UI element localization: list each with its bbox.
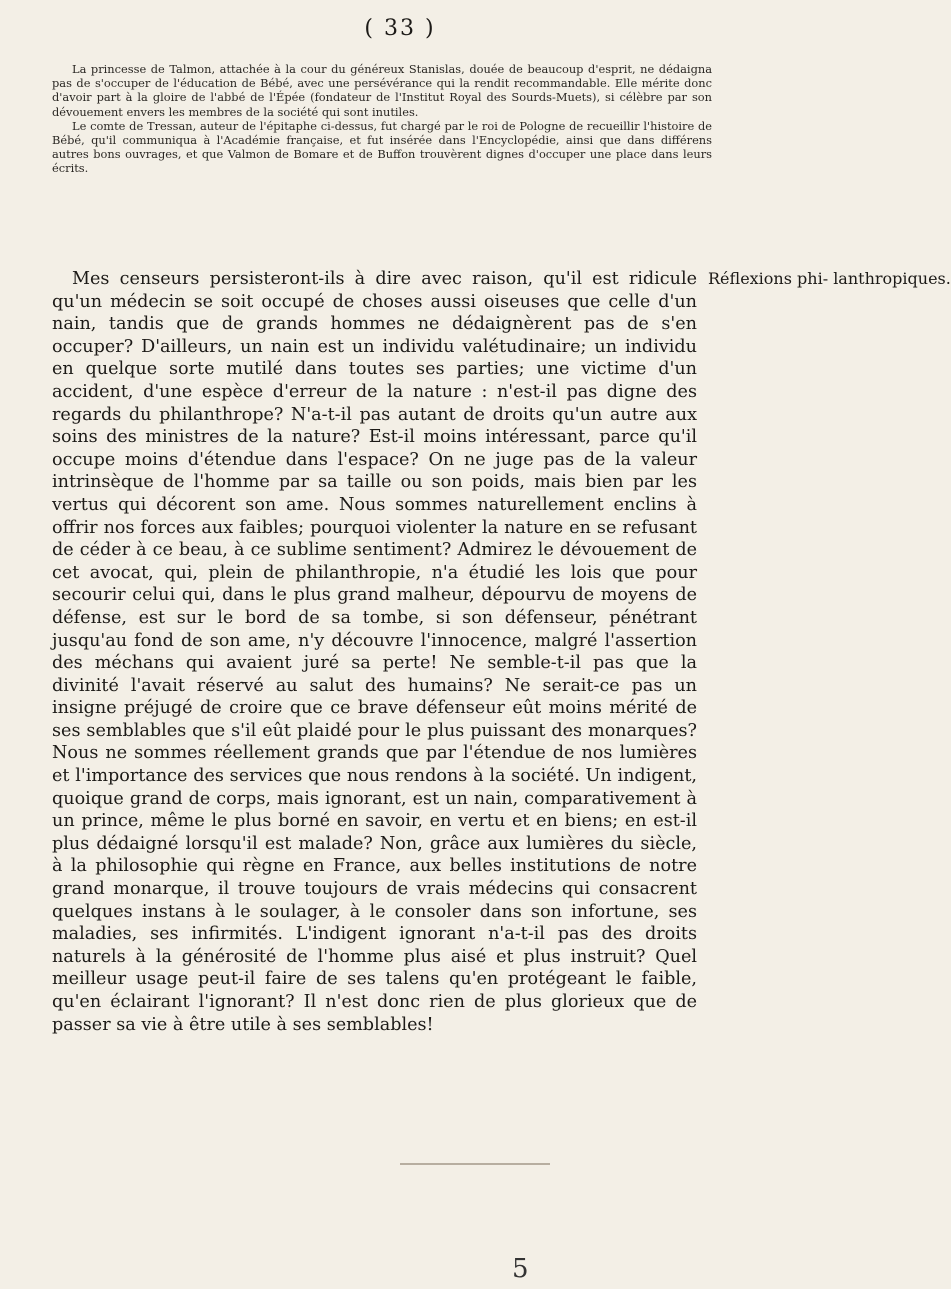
footnote-block <box>52 62 712 176</box>
main-paragraph: Mes censeurs persisteront-ils à dire avec raison, qu'il est ridicule qu'un médecin se soit occupé de choses aussi oiseuses que celle d'un nain, tandis que de grands hommes ne dédaignèrent pas de s'en occuper? D'ailleurs, un nain est un individu valétudinaire; un individu en quelque sorte mutilé dans toutes ses parties; une victime d'un accident, d'une espèce d'erreur de la nature : n'est-il pas digne des regards du philanthrope? N'a-t-il pas autant de droits qu'un autre aux soins des ministres de la nature? Est-il moins intéressant, parce qu'il occupe moins d'étendue dans l'espace? On ne juge pas de la valeur intrinsèque de l'homme par sa taille ou son poids, mais bien par les vertus qui décorent son ame. Nous sommes naturellement enclins à offrir nos forces aux faibles; pourquoi violenter la nature en se refusant de céder à ce beau, à ce sublime sentiment? Admirez le dévouement de cet avocat, qui, plein de philanthropie, n'a étudié les lois que pour secourir celui qui, dans le plus grand malheur, dépourvu de moyens de défense, est sur le bord de sa tombe, si son défenseur, pénétrant jusqu'au fond de son ame, n'y découvre l'innocence, malgré l'assertion des méchans qui avaient juré sa perte! Ne semble-t-il pas que la divinité l'avait réservé au salut des humains? Ne serait-ce pas un insigne préjugé de croire que ce brave défenseur eût moins mérité de ses semblables que s'il eût plaidé pour le plus puissant des monarques? Nous ne sommes réellement grands que par l'étendue de nos lumières et l'importance des services que nous rendons à la société. Un indigent, quoique grand de corps, mais ignorant, est un nain, comparativement à un prince, même le plus borné en savoir, en vertu et en biens; en est-il plus dédaigné lorsqu'il est malade? Non, grâce aux lumières du siècle, à la philosophie qui règne en France, aux belles institutions de notre grand monarque, il trouve toujours de vrais médecins qui consacrent quelques instans à le soulager, à le consoler dans son infortune, ses maladies, ses infirmités. L'indigent ignorant n'a-t-il pas des droits naturels à la générosité de l'homme plus aisé et plus instruit? Quel meilleur usage peut-il faire de ses talens qu'en protégeant le faible, qu'en éclairant l'ignorant? Il n'est donc rien de plus glorieux que de passer sa vie à être utile à ses semblables! <box>52 269 697 1035</box>
ornamental-rule <box>400 1163 550 1165</box>
footnote-paragraph: Le comte de Tressan, auteur de l'épitaphe ci-dessus, fut chargé par le roi de Pologne de recueillir l'histoire de Bébé, qu'il communiqua à l'Académie française, et fut insérée dans l'Encyclopédie, ainsi que dans différens autres bons ouvrages, et que Valmon de Bomare et de Buffon trouvèrent dignes d'occuper une place dans leurs écrits. <box>52 118 712 176</box>
footnote-paragraph: La princesse de Talmon, attachée à la cour du généreux Stanislas, douée de beaucoup d'esprit, ne dédaigna pas de s'occuper de l'éducation de Bébé, avec une persévérance qui la rendit recommandable. Elle mérite donc d'avoir part à la gloire de l'abbé de l'Épée (fondateur de l'Institut Royal des Sourds-Muets), si célèbre par son dévouement envers les membres de la société qui sont inutiles. <box>52 62 712 119</box>
page-number: ( 33 ) <box>364 16 436 41</box>
margin-note: Réflexions phi- lanthropiques. <box>708 269 951 288</box>
main-text <box>52 268 697 1036</box>
signature-mark: 5 <box>512 1254 529 1284</box>
